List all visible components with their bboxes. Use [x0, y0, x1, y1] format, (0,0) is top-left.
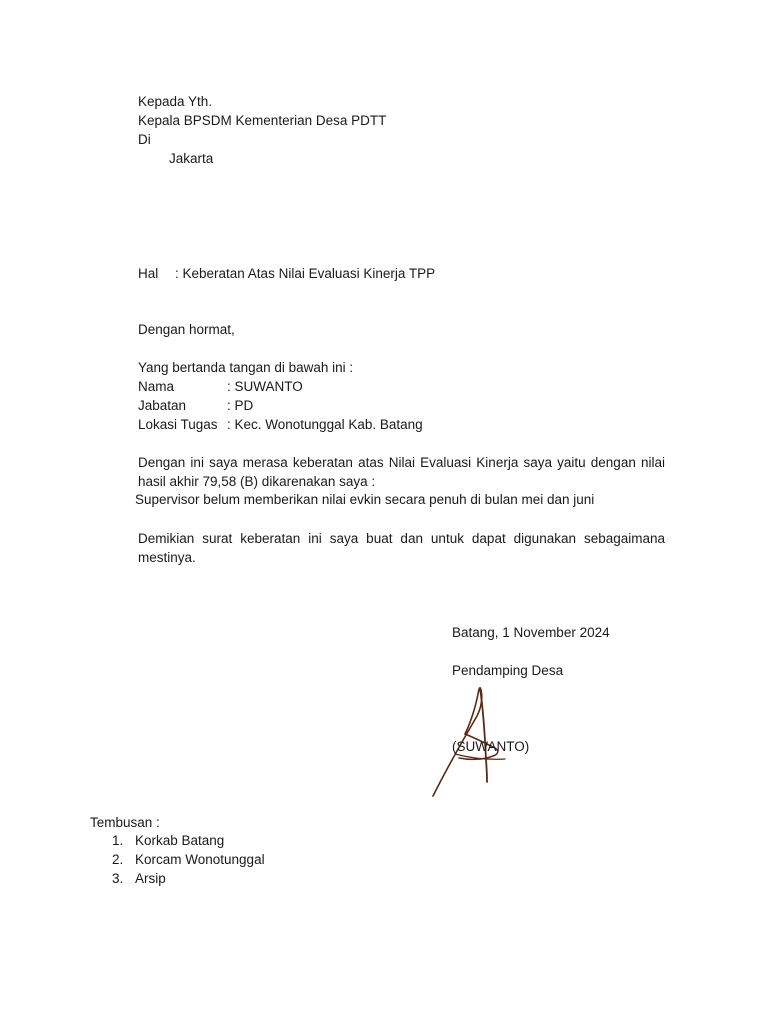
cc-item: [112, 850, 265, 869]
signer-role: Pendamping Desa: [452, 663, 564, 678]
closing-line-2: mestinya.: [138, 550, 196, 565]
recipient-city: Jakarta: [169, 151, 214, 166]
field-row-jabatan: [138, 396, 423, 415]
closing-paragraph: [138, 529, 665, 567]
closing-line-1: Demikian surat keberatan ini saya buat dan untuk dapat digunakan sebagaimana: [138, 531, 665, 546]
field-label: Lokasi Tugas: [138, 417, 218, 432]
cc-title: Tembusan :: [90, 815, 160, 830]
recipient-line-2: Kepala BPSDM Kementerian Desa PDTT: [138, 113, 387, 128]
objection-line-2: hasil akhir 79,58 (B) dikarenakan saya :: [138, 474, 376, 489]
field-value: : Kec. Wonotunggal Kab. Batang: [227, 417, 423, 432]
reason-text: Supervisor belum memberikan nilai evkin secara penuh di bulan mei dan juni: [135, 492, 595, 507]
cc-item: [112, 831, 265, 850]
field-value: : SUWANTO: [227, 379, 303, 394]
field-row-nama: [138, 377, 423, 396]
objection-paragraph: [138, 453, 665, 491]
field-row-lokasi: [138, 415, 423, 434]
field-label: Jabatan: [138, 398, 187, 413]
recipient-address: [138, 92, 386, 168]
intro-line: Yang bertanda tangan di bawah ini :: [138, 360, 354, 375]
signer-name: (SUWANTO): [452, 739, 530, 754]
cc-item-number: 2.: [112, 852, 124, 867]
field-value: : PD: [227, 398, 254, 413]
cc-list: [112, 831, 265, 888]
subject-text: : Keberatan Atas Nilai Evaluasi Kinerja TPP: [175, 266, 436, 281]
greeting: Dengan hormat,: [138, 322, 235, 337]
cc-item-number: 3.: [112, 871, 124, 886]
handwritten-signature: [425, 668, 530, 803]
cc-item-number: 1.: [112, 833, 124, 848]
recipient-line-1: Kepada Yth.: [138, 94, 213, 109]
subject-line: [138, 264, 435, 283]
cc-item-text: Arsip: [135, 871, 166, 886]
place-date: Batang, 1 November 2024: [452, 625, 610, 640]
cc-item-text: Korcam Wonotunggal: [135, 852, 265, 867]
cc-item-text: Korkab Batang: [135, 833, 225, 848]
objection-line-1: Dengan ini saya merasa keberatan atas Nilai Evaluasi Kinerja saya yaitu dengan nilai: [138, 455, 665, 470]
field-label: Nama: [138, 379, 175, 394]
recipient-line-3: Di: [138, 132, 151, 147]
subject-label: Hal: [138, 266, 159, 281]
cc-item: [112, 869, 265, 888]
identity-fields: [138, 377, 423, 434]
